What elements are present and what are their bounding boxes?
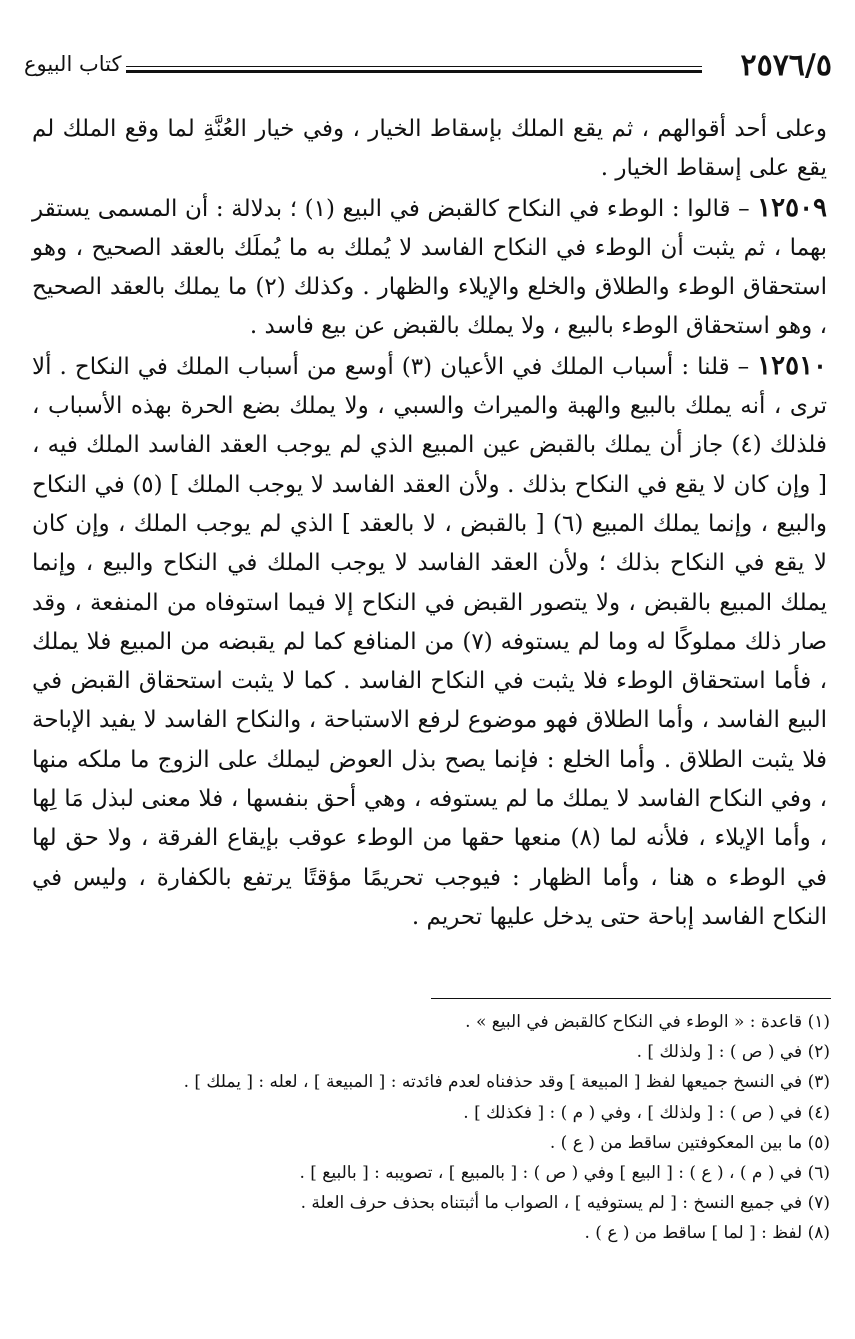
page-number: ٢٥٧٦/٥ <box>740 48 832 83</box>
paragraph-12509 <box>32 189 827 347</box>
paragraph-text: – قلنا : أسباب الملك في الأعيان (٣) أوسع من أسباب الملك في النكاح . ألا ترى ، أنه يملك بالبيع والهبة والميراث والسبي ، ولا يملك بضع الحرة بهذه الأسباب ، فلذلك (٤) جاز أن يملك بالقبض عين المبيع الذي لم يوجب العقد الفاسد الملك فيه ، [ وإن كان لا يقع في النكاح بذلك . ولأن العقد الفاسد لا يوجب الملك ] (٥) في النكاح والبيع ، وإنما يملك المبيع (٦) [ بالقبض ، لا بالعقد ] الذي لم يوجب الملك ، وإن كان لا يقع في النكاح بذلك ؛ ولأن العقد الفاسد لا يوجب الملك في النكاح والبيع ، وإنما يملك المبيع بالقبض ، ولا يتصور القبض في النكاح إلا فيما استوفاه من المنفعة ، وقد صار ذلك مملوكًا له وما لم يستوفه (٧) من المنافع كما لم يقبضه من المبيع فلا يملك ، فأما استحقاق الوطء فلا يثبت في النكاح الفاسد . كما لا يثبت استحقاق القبض في البيع الفاسد ، وأما الطلاق فهو موضوع لرفع الاستباحة ، والنكاح الفاسد لا يفيد الإباحة فلا يثبت الطلاق . وأما الخلع : فإنما يصح بذل العوض ليملك على الزوج ما ملكه منها ، وفي النكاح الفاسد لا يملك ما لم يستوفه ، وهي أحق بنفسها ، فلا معنى لبذل مَا لِها ، وأما الإيلاء ، فلأنه لما (٨) منعها حقها من الوطء عوقب بإيقاع الفرقة ، ولا حق لها في الوطء ه هنا ، وأما الظهار : فيوجب تحريمًا مؤقتًا يرتفع بالكفارة ، وليس في النكاح الفاسد إباحة حتى يدخل عليها تحريم . <box>32 353 828 930</box>
footnotes <box>40 1007 830 1249</box>
footnote: (٥) ما بين المعكوفتين ساقط من ( ع ) . <box>549 1132 830 1153</box>
footnote: (٣) في النسخ جميعها لفظ [ المبيعة ] وقد حذفناه لعدم فائدته : [ المبيعة ] ، لعله : [ يملك ] . <box>183 1072 830 1093</box>
footnote: (٦) في ( م ) ، ( ع ) : [ البيع ] وفي ( ص ) : [ بالمبيع ] ، تصويبه : [ بالبيع ] . <box>299 1163 830 1184</box>
footnote-rule <box>431 998 831 999</box>
paragraph-12510 <box>32 347 827 937</box>
footnote: (٤) في ( ص ) : [ ولذلك ] ، وفي ( م ) : [ فكذلك ] . <box>463 1102 830 1123</box>
header-rule <box>126 66 702 73</box>
book-title: كتاب البيوع <box>24 52 122 76</box>
footnote: (١) قاعدة : « الوطء في النكاح كالقبض في البيع » . <box>465 1012 830 1032</box>
footnote: (٢) في ( ص ) : [ ولذلك ] . <box>636 1042 830 1063</box>
paragraph-number: ١٢٥١٠ <box>757 350 827 381</box>
footnote: (٨) لفظ : [ لما ] ساقط من ( ع ) . <box>584 1223 830 1244</box>
paragraph-number: ١٢٥٠٩ <box>757 192 827 223</box>
main-text <box>32 110 827 937</box>
footnote: (٧) في جميع النسخ : [ لم يستوفيه ] ، الصواب ما أثبتناه بحذف حرف العلة . <box>300 1193 830 1214</box>
intro-paragraph: وعلى أحد أقوالهم ، ثم يقع الملك بإسقاط الخيار ، وفي خيار العُنَّةِ لما وقع الملك لم يقع على إسقاط الخيار . <box>32 116 827 182</box>
page-header <box>24 46 832 86</box>
paragraph-text: – قالوا : الوطء في النكاح كالقبض في البيع (١) ؛ بدلالة : أن المسمى يستقر بهما ، ثم يثبت أن الوطء في النكاح الفاسد لا يُملك به ما يُملَك بالعقد الصحيح ، وهو استحقاق الوطء والطلاق والخلع والإيلاء والظهار . وكذلك (٢) ما يملك بالعقد الصحيح ، وهو استحقاق الوطء بالبيع ، ولا يملك بالقبض عن بيع فاسد . <box>32 195 827 340</box>
